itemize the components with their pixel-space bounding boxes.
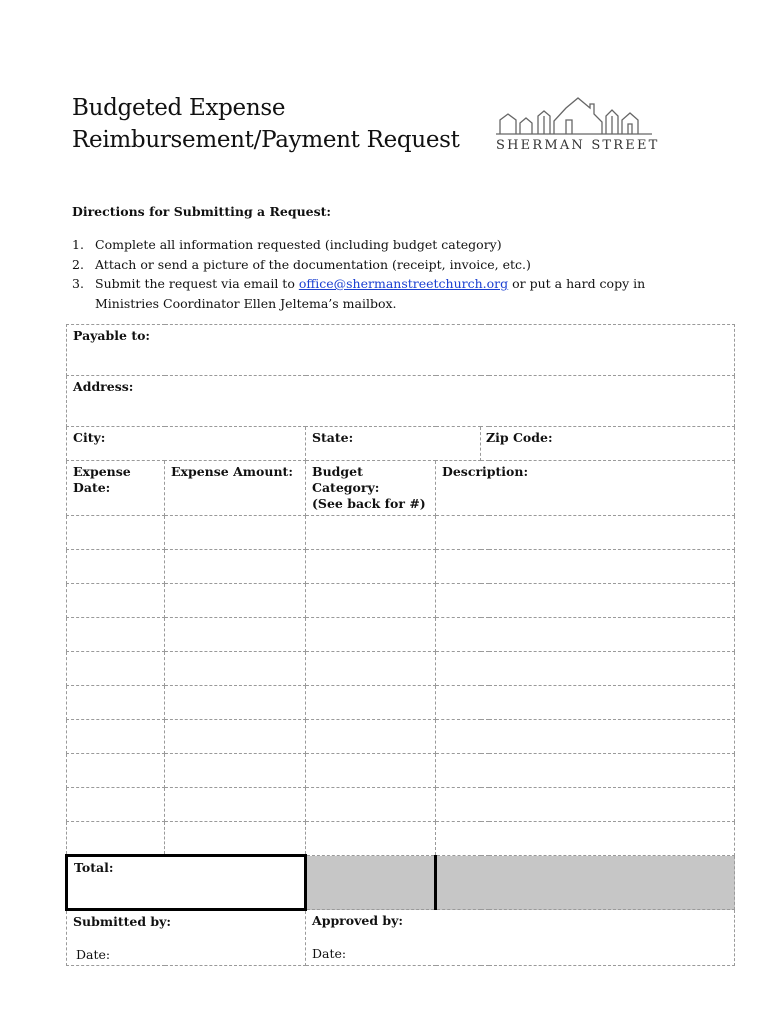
description-cell[interactable]	[436, 550, 735, 584]
budget-category-header-line2: (See back for #)	[312, 496, 426, 511]
title-line-1: Budgeted Expense	[72, 95, 286, 121]
expense-date-cell[interactable]	[67, 618, 165, 652]
expense-date-header-line2: Date:	[73, 480, 111, 495]
expense-amount-cell[interactable]	[165, 584, 306, 618]
city-field[interactable]	[67, 427, 306, 461]
zip-code-field[interactable]	[481, 427, 735, 461]
expense-amount-header	[165, 461, 306, 516]
approved-by-label: Approved by:	[312, 913, 404, 928]
table-row	[67, 584, 735, 618]
payable-to-field[interactable]	[67, 325, 735, 376]
table-row	[67, 822, 735, 856]
expense-amount-cell[interactable]	[165, 822, 306, 856]
table-row	[67, 720, 735, 754]
budget-category-cell[interactable]	[306, 822, 436, 856]
approved-date-label: Date:	[312, 946, 347, 961]
expense-date-cell[interactable]	[67, 788, 165, 822]
budget-category-cell[interactable]	[306, 686, 436, 720]
directions-heading: Directions for Submitting a Request:	[72, 204, 332, 219]
direction-step	[72, 255, 692, 275]
step-number: 2.	[72, 256, 84, 272]
sherman-street-logo	[494, 92, 660, 156]
table-row	[67, 550, 735, 584]
submitted-by-label: Submitted by:	[73, 914, 172, 929]
expense-date-cell[interactable]	[67, 584, 165, 618]
expense-date-cell[interactable]	[67, 754, 165, 788]
expense-amount-cell[interactable]	[165, 686, 306, 720]
description-cell[interactable]	[436, 720, 735, 754]
budget-category-header-line1: Budget Category:	[312, 464, 380, 495]
description-cell[interactable]	[436, 686, 735, 720]
expense-date-cell[interactable]	[67, 720, 165, 754]
expense-amount-cell[interactable]	[165, 788, 306, 822]
house-skyline-icon	[494, 92, 654, 136]
step-text: Complete all information requested (including budget category)	[95, 237, 502, 252]
budget-category-cell[interactable]	[306, 584, 436, 618]
expense-date-cell[interactable]	[67, 516, 165, 550]
logo-text: SHERMAN STREET	[496, 138, 660, 153]
step-text-before: Submit the request via email to	[95, 276, 299, 291]
budget-category-header	[306, 461, 436, 516]
budget-category-cell[interactable]	[306, 754, 436, 788]
submitted-by-field[interactable]	[67, 910, 306, 966]
total-shaded-cell	[306, 856, 436, 910]
description-header-text: Description:	[442, 464, 529, 479]
total-field[interactable]	[67, 856, 306, 910]
expense-amount-cell[interactable]	[165, 720, 306, 754]
title-line-2: Reimbursement/Payment Request	[72, 127, 460, 153]
description-cell[interactable]	[436, 822, 735, 856]
expense-date-cell[interactable]	[67, 550, 165, 584]
expense-amount-cell[interactable]	[165, 550, 306, 584]
expense-date-header	[67, 461, 165, 516]
address-label: Address:	[73, 379, 134, 394]
zip-code-label: Zip Code:	[486, 430, 553, 445]
table-row	[67, 686, 735, 720]
table-row	[67, 788, 735, 822]
budget-category-cell[interactable]	[306, 788, 436, 822]
expense-date-cell[interactable]	[67, 686, 165, 720]
expense-amount-cell[interactable]	[165, 754, 306, 788]
expense-date-cell[interactable]	[67, 652, 165, 686]
state-field[interactable]	[306, 427, 481, 461]
address-field[interactable]	[67, 376, 735, 427]
total-label: Total:	[74, 860, 114, 875]
direction-step	[72, 274, 692, 313]
budget-category-cell[interactable]	[306, 618, 436, 652]
table-row	[67, 618, 735, 652]
budget-category-cell[interactable]	[306, 720, 436, 754]
step-text: Attach or send a picture of the documentation (receipt, invoice, etc.)	[95, 256, 531, 272]
directions-list	[72, 235, 692, 313]
description-cell[interactable]	[436, 516, 735, 550]
step-text-after: or put a hard copy in Ministries Coordinator Ellen Jeltema’s mailbox.	[95, 276, 646, 311]
description-cell[interactable]	[436, 618, 735, 652]
description-cell[interactable]	[436, 652, 735, 686]
email-link[interactable]: office@shermanstreetchurch.org	[298, 276, 509, 291]
document-title	[72, 92, 460, 156]
description-cell[interactable]	[436, 788, 735, 822]
description-cell[interactable]	[436, 754, 735, 788]
expense-amount-header-text: Expense Amount:	[171, 464, 293, 479]
description-cell[interactable]	[436, 584, 735, 618]
total-shaded-description-cell	[436, 856, 735, 910]
expense-date-header-line1: Expense	[73, 464, 131, 479]
description-header	[436, 461, 735, 516]
table-row	[67, 516, 735, 550]
step-number: 1.	[72, 237, 84, 252]
budget-category-cell[interactable]	[306, 516, 436, 550]
expense-date-cell[interactable]	[67, 822, 165, 856]
table-row	[67, 754, 735, 788]
budget-category-cell[interactable]	[306, 550, 436, 584]
payable-to-label: Payable to:	[73, 328, 151, 343]
expense-amount-cell[interactable]	[165, 618, 306, 652]
city-label: City:	[73, 430, 106, 445]
direction-step	[72, 235, 692, 255]
state-label: State:	[312, 430, 354, 445]
expense-amount-cell[interactable]	[165, 516, 306, 550]
step-number: 3.	[72, 276, 84, 291]
submitted-date-label: Date:	[76, 947, 111, 962]
approved-by-field[interactable]	[306, 910, 735, 966]
expense-amount-cell[interactable]	[165, 652, 306, 686]
budget-category-cell[interactable]	[306, 652, 436, 686]
request-form-table	[65, 324, 735, 966]
table-row	[67, 652, 735, 686]
